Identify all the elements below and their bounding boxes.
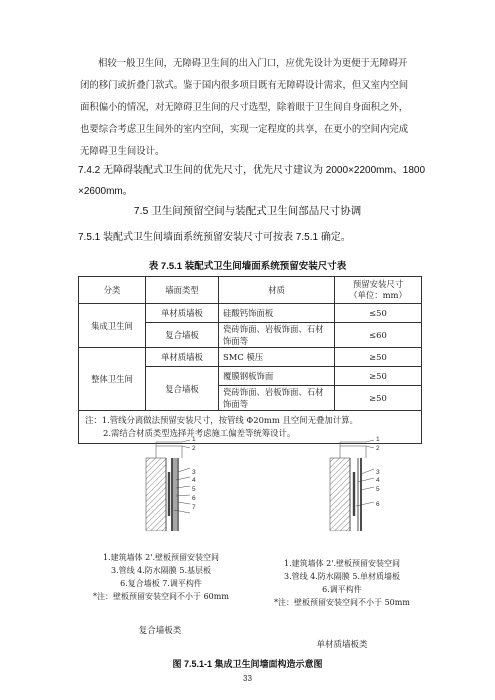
page-number: 33 <box>243 674 252 683</box>
category-cell: 整体卫生间 <box>79 348 146 411</box>
clause-7-4-2 <box>78 160 426 202</box>
note-line: 闭的移门或折叠门款式。鉴于国内很多项目既有无障碍设计需求，但又室内空间 <box>80 80 409 91</box>
callout-number: 3 <box>192 468 196 476</box>
legend-composite <box>86 551 236 603</box>
spec-table <box>78 276 422 444</box>
table-row <box>79 304 422 323</box>
callout-numbers <box>376 436 380 510</box>
legend-single <box>266 557 418 609</box>
note-line: 面积偏小的情况，对无障碍卫生间的尺寸选型，除着眼于卫生间自身面积之外， <box>80 102 409 113</box>
wall-type-cell: 复合墙板 <box>146 367 219 411</box>
size-cell: ≤60 <box>335 323 422 348</box>
note-line: 相较一般卫生间，无障碍卫生间的出入门口，应优先设计为更便于无障碍开 <box>98 58 408 69</box>
legend-line: 1.建筑墙体 2'.壁板预留安装空间 <box>102 553 219 562</box>
note-line: 无障碍卫生间设计。 <box>80 146 165 157</box>
wall-section-diagram-single <box>316 436 391 531</box>
legend-line: 3.管线 4.防水隔膜 5.基层板 <box>111 566 211 575</box>
material-cell: 瓷砖饰面、岩板饰面、石材饰面等 <box>219 386 335 411</box>
wall-section-diagram-composite <box>132 436 207 531</box>
callout-number: 4 <box>192 477 196 485</box>
table-note-line: 2.需结合材质类型选择并考虑施工偏差等统筹设计。 <box>103 428 296 438</box>
callout-number: 1 <box>376 436 380 443</box>
explanatory-note <box>80 53 418 163</box>
wall-type-cell: 单材质墙板 <box>146 348 219 367</box>
callout-number: 5 <box>376 486 380 494</box>
header-material: 材质 <box>219 277 335 304</box>
callout-numbers <box>192 436 196 513</box>
callout-number: 2 <box>192 444 196 452</box>
clause-7-5-1 <box>78 227 423 248</box>
legend-line: 3.管线 4.防水隔膜 5.单材质墙板 <box>284 572 400 581</box>
legend-line: 6.复合墙板 7.调平构件 <box>120 579 202 588</box>
clause-line: 7.5.1 装配式卫生间墙面系统预留安装尺寸可按表 7.5.1 确定。 <box>78 232 351 243</box>
size-cell: ≥50 <box>335 386 422 411</box>
size-cell: ≤50 <box>335 304 422 323</box>
callout-number: 7 <box>192 503 196 511</box>
header-wall-type: 墙面类型 <box>146 277 219 304</box>
wall-type-cell: 复合墙板 <box>146 323 219 348</box>
header-category: 分类 <box>79 277 146 304</box>
clause-line: ×2600mm。 <box>78 186 133 197</box>
size-cell: ≥50 <box>335 367 422 386</box>
material-cell: 覆膜钢板饰面 <box>219 367 335 386</box>
legend-line: *注：壁板预留安装空间不小于 50mm <box>274 598 410 607</box>
note-line: 也要综合考虑卫生间外的室内空间，实现一定程度的共享，在更小的空间内完成 <box>80 124 409 135</box>
legend-line: 1.建筑墙体 2'.壁板预留安装空间 <box>283 559 400 568</box>
material-cell: 硅酸钙饰面板 <box>219 304 335 323</box>
section-title: 7.5 卫生间预留空间与装配式卫生间部品尺寸协调 <box>133 205 362 217</box>
callout-number: 5 <box>192 486 196 494</box>
category-cell: 集成卫生间 <box>79 304 146 348</box>
header-size-label: 预留安装尺寸 <box>352 279 404 289</box>
callout-number: 1 <box>192 436 196 443</box>
table-note-line: 注：1.管线分离做法预留安装尺寸，按管线 Φ20mm 且空间无叠加计算。 <box>85 415 358 425</box>
callout-number: 3 <box>376 468 380 476</box>
figure-title: 图 7.5.1-1 集成卫生间墙面构造示意图 <box>172 659 323 669</box>
callout-number: 2 <box>376 444 380 452</box>
material-cell: SMC 模压 <box>219 348 335 367</box>
wall-type-cell: 单材质墙板 <box>146 304 219 323</box>
callout-number: 6 <box>192 494 196 502</box>
header-size-unit: （单位：mm） <box>349 290 407 300</box>
callout-number: 6 <box>376 500 380 508</box>
header-size <box>335 277 422 304</box>
size-cell: ≥50 <box>335 348 422 367</box>
legend-line: 6.调平构件 <box>322 585 362 594</box>
table-header-row <box>79 277 422 304</box>
callout-number: 4 <box>376 477 380 485</box>
caption-single: 单材质墙板类 <box>316 640 368 650</box>
clause-line: 7.4.2 无障碍装配式卫生间的优先尺寸，优先尺寸建议为 2000×2200mm、1800 <box>78 165 426 176</box>
legend-line: *注：壁板预留安装空间不小于 60mm <box>93 592 229 601</box>
material-cell: 瓷砖饰面、岩板饰面、石材饰面等 <box>219 323 335 348</box>
caption-composite: 复合墙板类 <box>138 626 182 636</box>
table-row <box>79 348 422 367</box>
table-title: 表 7.5.1 装配式卫生间墙面系统预留安装尺寸表 <box>148 261 347 272</box>
